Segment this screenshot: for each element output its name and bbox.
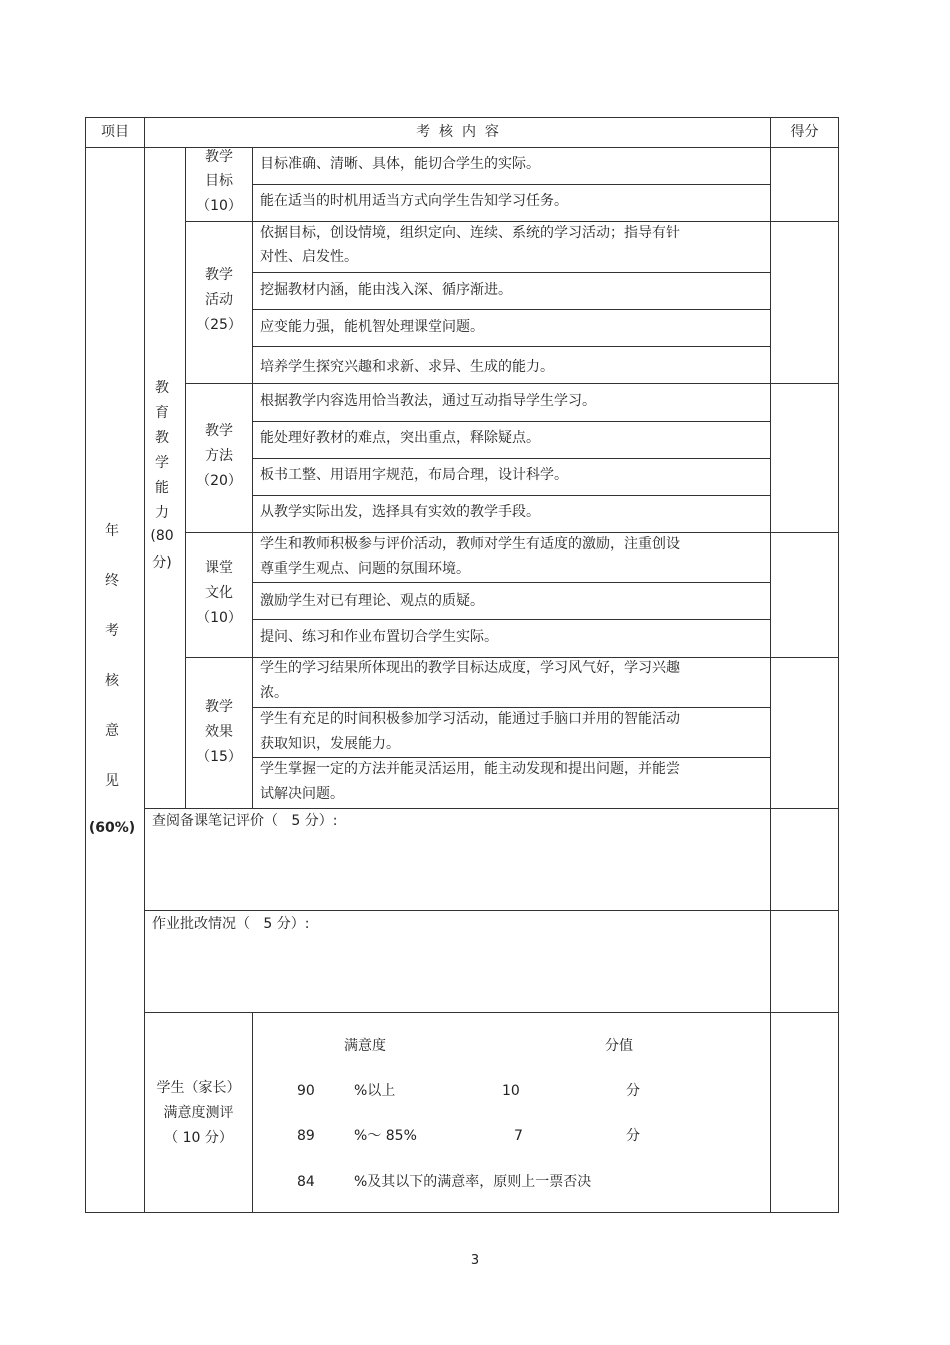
criterion: 学生和教师积极参与评价活动，教师对学生有适度的激励，注重创设 [260,536,680,552]
criterion: 学生掌握一定的方法并能灵活运用，能主动发现和提出问题，并能尝 [260,761,680,777]
criterion: 目标准确、清晰、具体，能切合学生的实际。 [260,156,540,172]
criterion: 挖掘教材内涵，能由浅入深、循序渐进。 [260,282,512,298]
criterion: 尊重学生观点、问题的氛围环境。 [260,561,470,577]
satisfaction-header: 满意度 [344,1038,386,1054]
criterion: 获取知识，发展能力。 [260,736,400,752]
score-header: 分值 [605,1038,633,1054]
criterion: 学生有充足的时间积极参加学习活动，能通过手脑口并用的智能活动 [260,711,680,727]
criterion: 提问、练习和作业布置切合学生实际。 [260,629,498,645]
criterion: 板书工整、用语用字规范，布局合理，设计科学。 [260,467,568,483]
criterion: 根据教学内容选用恰当教法，通过互动指导学生学习。 [260,393,596,409]
criterion: 应变能力强，能机智处理课堂问题。 [260,319,484,335]
criterion: 学生的学习结果所体现出的教学目标达成度，学习风气好，学习兴趣 [260,660,680,676]
criterion: 对性、启发性。 [260,249,358,265]
criterion: 从教学实际出发，选择具有实效的教学手段。 [260,504,540,520]
homework-correction-label: 作业批改情况（ 5 分）: [152,916,310,932]
criterion: 能处理好教材的难点，突出重点，释除疑点。 [260,430,540,446]
criterion: 培养学生探究兴趣和求新、求异、生成的能力。 [260,359,554,375]
header-content: 考 核 内 容 [416,124,499,140]
lesson-notes-review-label: 查阅备课笔记评价（ 5 分）: [152,813,338,829]
header-item: 项目 [101,124,129,140]
criterion: 浓。 [260,685,288,701]
criterion: 激励学生对已有理论、观点的质疑。 [260,593,484,609]
page-number: 3 [470,1253,480,1268]
criterion: 能在适当的时机用适当方式向学生告知学习任务。 [260,193,568,209]
criterion: 试解决问题。 [260,786,344,802]
criterion: 依据目标，创设情境，组织定向、连续、系统的学习活动；指导有针 [260,225,680,241]
header-score: 得分 [790,124,819,140]
